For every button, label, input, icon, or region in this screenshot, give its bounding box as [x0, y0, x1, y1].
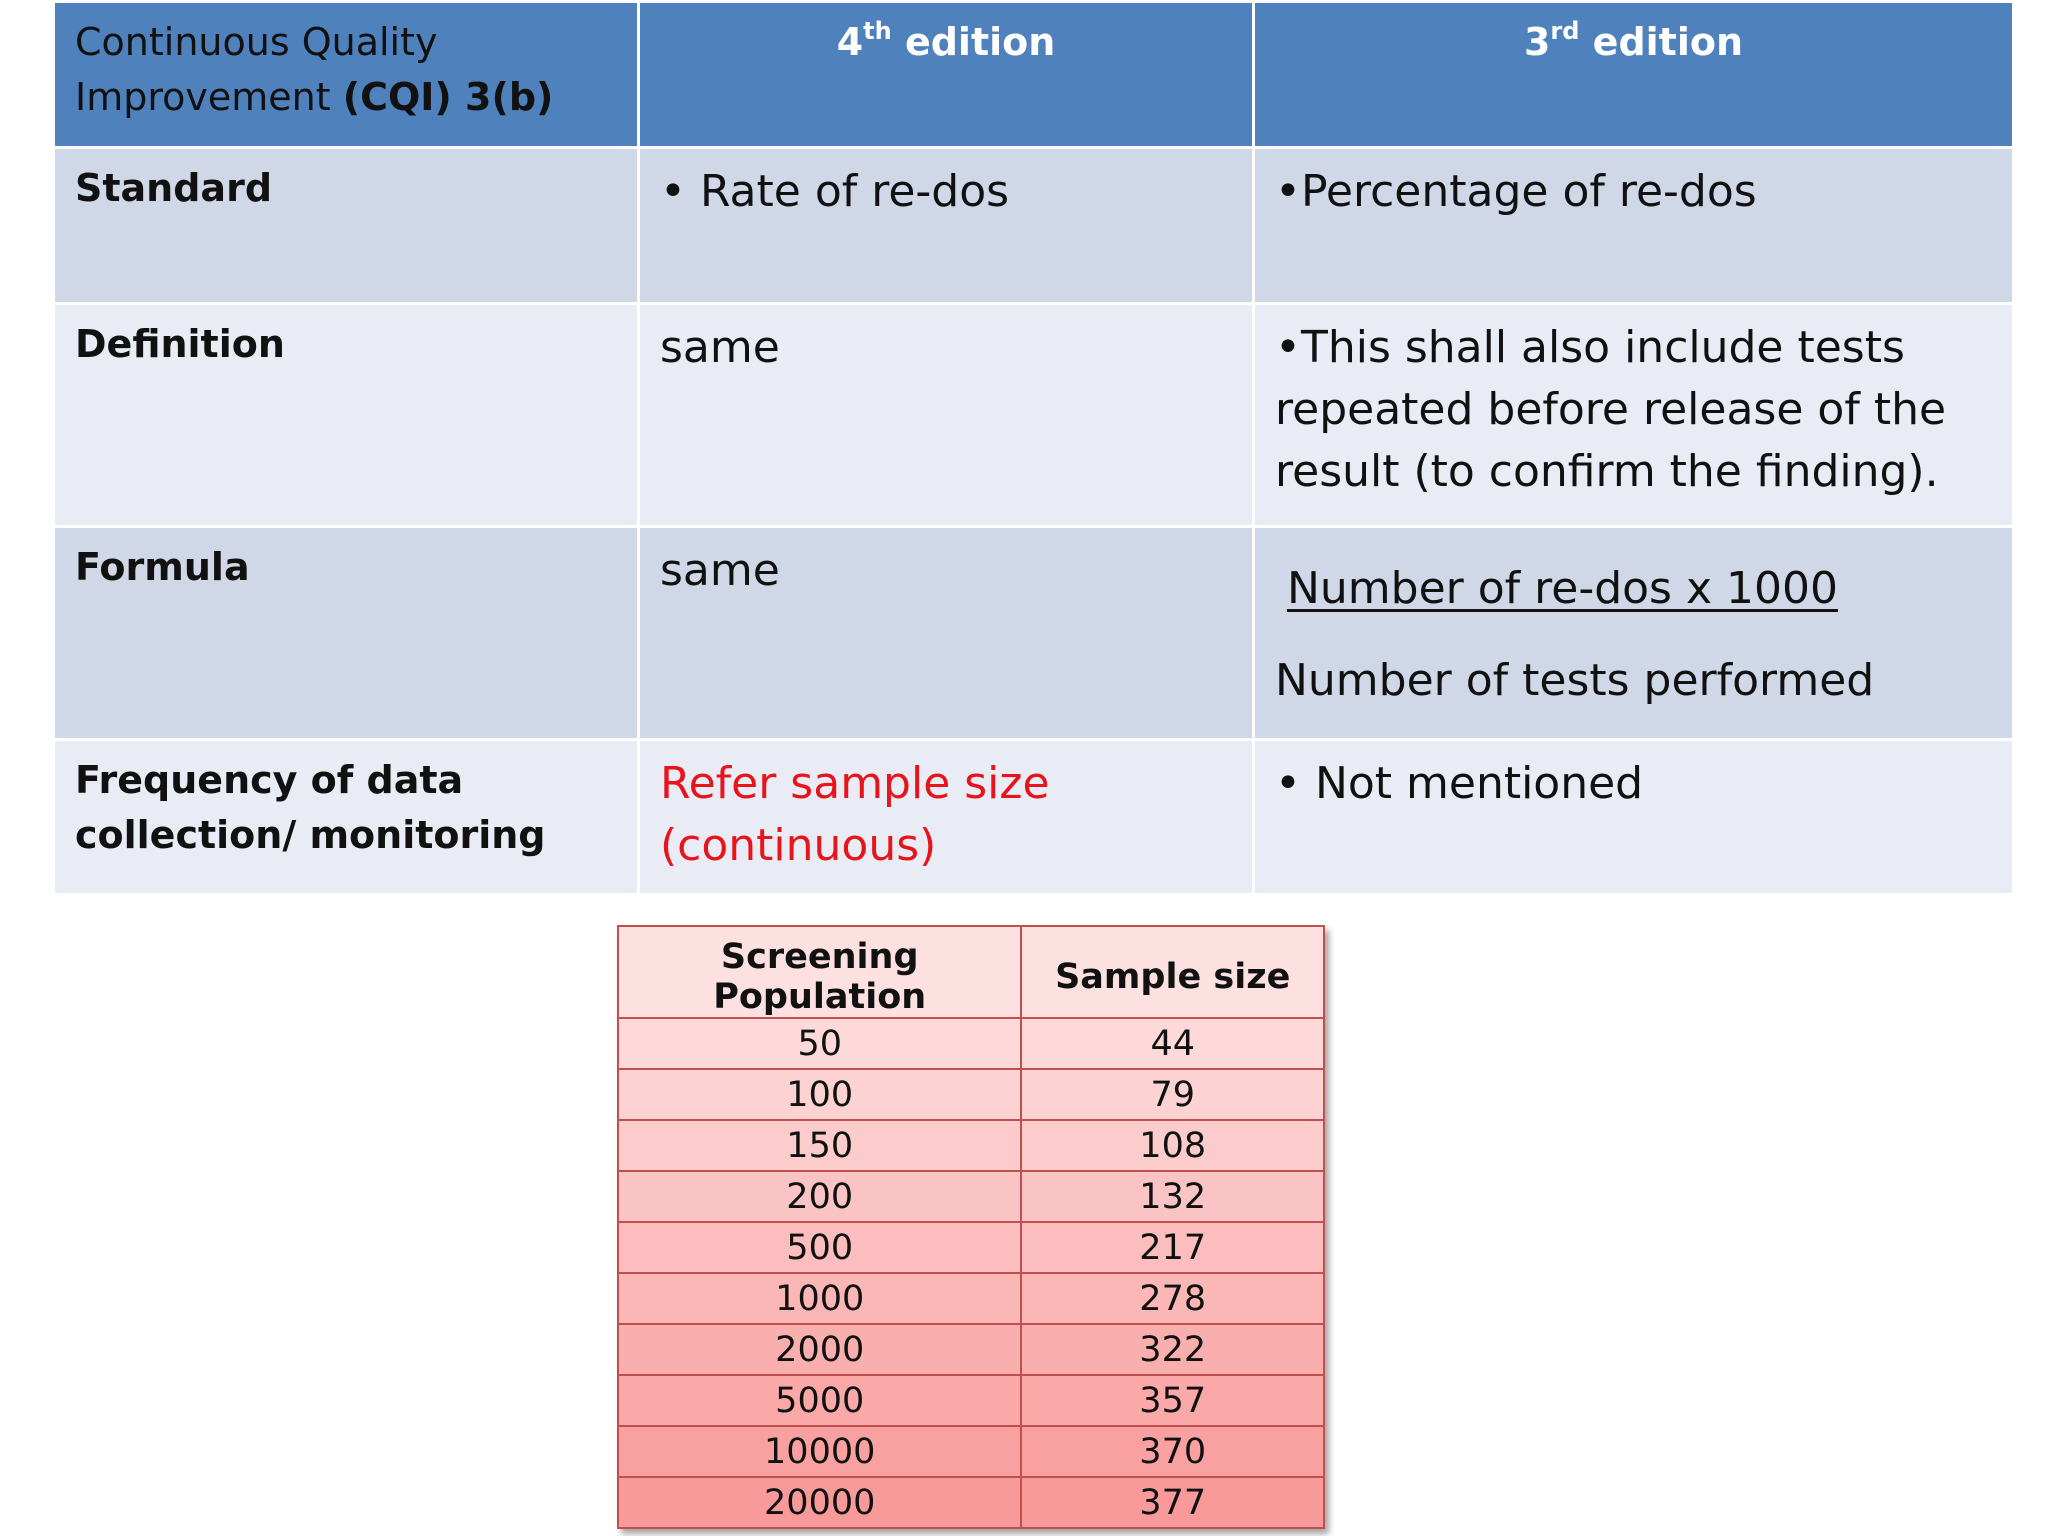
row-definition: [54, 304, 2014, 527]
sample-body: [618, 1018, 1324, 1528]
table-row: [618, 1069, 1324, 1120]
sample-size-cell: 108: [1021, 1120, 1324, 1171]
formula-numerator: Number of re-dos x 1000: [1287, 563, 1838, 614]
topic-line2-bold: (CQI) 3(b): [342, 75, 554, 119]
table-row: [618, 1018, 1324, 1069]
sample-header-population: Screening Population: [618, 926, 1021, 1018]
table-row: [618, 1273, 1324, 1324]
sample-size-cell: 132: [1021, 1171, 1324, 1222]
definition-4th-text: same: [660, 322, 780, 373]
table-row: [618, 1477, 1324, 1528]
standard-label-cell: [54, 148, 639, 304]
population-cell: 10000: [618, 1426, 1021, 1477]
frequency-label-line2: collection/ monitoring: [75, 813, 546, 857]
col2-sup: th: [863, 17, 892, 45]
population-cell: 150: [618, 1120, 1021, 1171]
sample-size-cell: 370: [1021, 1426, 1324, 1477]
population-cell: 200: [618, 1171, 1021, 1222]
sample-size-cell: 322: [1021, 1324, 1324, 1375]
cqi-comparison-table: [52, 0, 2015, 896]
frequency-label-line1: Frequency of data: [75, 758, 464, 802]
topic-line1: Continuous Quality: [75, 20, 438, 64]
sample-size-cell: 217: [1021, 1222, 1324, 1273]
col3-rest: edition: [1579, 20, 1744, 64]
sample-size-cell: 357: [1021, 1375, 1324, 1426]
sample-size-cell: 377: [1021, 1477, 1324, 1528]
table-row: [618, 1375, 1324, 1426]
formula-4th-text: same: [660, 545, 780, 596]
population-cell: 500: [618, 1222, 1021, 1273]
header-3rd-edition: [1254, 2, 2014, 148]
row-standard: [54, 148, 2014, 304]
frequency-3rd-text: • Not mentioned: [1275, 758, 1644, 809]
header-topic-cell: [54, 2, 639, 148]
sample-header-size: Sample size: [1021, 926, 1324, 1018]
standard-3rd-text: •Percentage of re-dos: [1275, 166, 1757, 217]
definition-3rd-cell: [1254, 304, 2014, 527]
col3-sup: rd: [1550, 17, 1580, 45]
col3-num: 3: [1523, 20, 1551, 64]
table-row: [618, 1324, 1324, 1375]
formula-denominator: Number of tests performed: [1275, 655, 1875, 706]
standard-4th-text: • Rate of re-dos: [660, 166, 1010, 217]
sample-size-cell: 278: [1021, 1273, 1324, 1324]
sample-size-cell: 44: [1021, 1018, 1324, 1069]
table-row: [618, 1171, 1324, 1222]
table-row: [618, 1426, 1324, 1477]
definition-3rd-line3: result (to confirm the finding).: [1275, 446, 1939, 497]
formula-3rd-cell: [1254, 527, 2014, 740]
standard-4th-cell: [639, 148, 1254, 304]
frequency-4th-line2: (continuous): [660, 820, 937, 871]
col2-rest: edition: [891, 20, 1056, 64]
row-formula: [54, 527, 2014, 740]
definition-label-cell: [54, 304, 639, 527]
standard-3rd-cell: [1254, 148, 2014, 304]
population-cell: 20000: [618, 1477, 1021, 1528]
standard-label: Standard: [75, 166, 273, 210]
formula-label-cell: [54, 527, 639, 740]
population-cell: 2000: [618, 1324, 1021, 1375]
frequency-3rd-cell: [1254, 740, 2014, 895]
population-cell: 1000: [618, 1273, 1021, 1324]
sample-size-table: [617, 925, 1325, 1529]
formula-label: Formula: [75, 545, 250, 589]
header-4th-edition: [639, 2, 1254, 148]
header-row: [54, 2, 2014, 148]
sample-header-row: [618, 926, 1324, 1018]
col2-num: 4: [836, 20, 864, 64]
table-row: [618, 1120, 1324, 1171]
row-frequency: [54, 740, 2014, 895]
table-row: [618, 1222, 1324, 1273]
population-cell: 50: [618, 1018, 1021, 1069]
frequency-4th-cell: [639, 740, 1254, 895]
frequency-4th-line1: Refer sample size: [660, 758, 1050, 809]
frequency-label-cell: [54, 740, 639, 895]
definition-4th-cell: [639, 304, 1254, 527]
topic-line2-prefix: Improvement: [75, 75, 343, 119]
definition-label: Definition: [75, 322, 285, 366]
formula-4th-cell: [639, 527, 1254, 740]
definition-3rd-line1: •This shall also include tests: [1275, 322, 1905, 373]
definition-3rd-line2: repeated before release of the: [1275, 384, 1947, 435]
sample-size-cell: 79: [1021, 1069, 1324, 1120]
population-cell: 5000: [618, 1375, 1021, 1426]
population-cell: 100: [618, 1069, 1021, 1120]
